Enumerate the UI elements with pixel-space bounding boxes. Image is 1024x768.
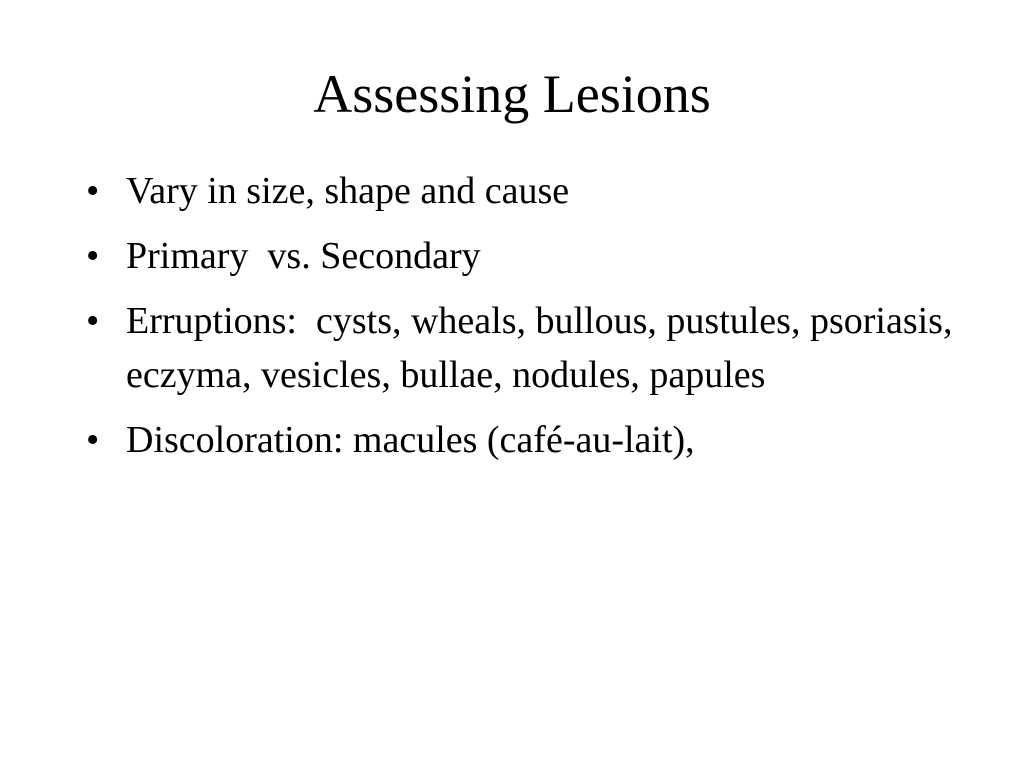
bullet-list <box>86 164 966 478</box>
bullet-text: Discoloration: macules (café-au-lait), <box>126 419 695 461</box>
bullet-text: Erruptions: cysts, wheals, bullous, pustules, psoriasis, eczyma, vesicles, bullae, nodules, papules <box>126 300 962 396</box>
slide-title: Assessing Lesions <box>313 64 711 124</box>
bullet-text: Vary in size, shape and cause <box>126 170 570 212</box>
bullet-text: Primary vs. Secondary <box>126 235 481 277</box>
bullet-icon: • <box>86 419 100 461</box>
list-item <box>86 229 966 283</box>
list-item <box>86 164 966 218</box>
bullet-icon: • <box>86 170 100 212</box>
bullet-icon: • <box>86 300 100 342</box>
list-item <box>86 294 966 402</box>
bullet-icon: • <box>86 235 100 277</box>
list-item <box>86 413 966 467</box>
